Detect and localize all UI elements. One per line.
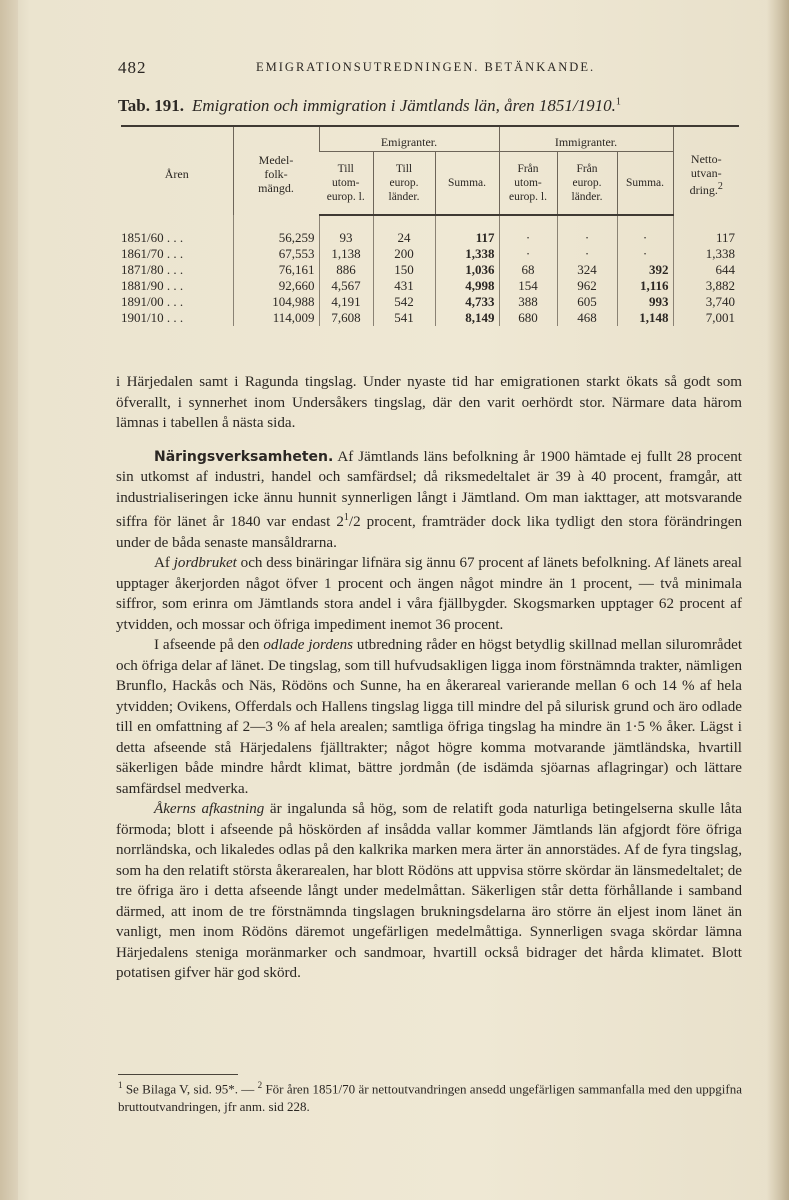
running-title: EMIGRATIONSUTREDNINGEN. BETÄNKANDE.: [256, 60, 596, 74]
footnote-ref: 1: [615, 96, 621, 108]
cell-imm-eur: 962: [557, 278, 617, 294]
table-row: [121, 262, 739, 278]
table-caption: [118, 96, 758, 116]
page-gutter: [0, 0, 18, 1200]
cell-emi-out: 4,567: [319, 278, 373, 294]
cell-emi-sum: 8,149: [435, 310, 499, 326]
cell-emi-sum: 1,036: [435, 262, 499, 278]
cell-imm-out: ·: [499, 246, 557, 262]
header-years: Åren: [121, 126, 233, 215]
header-emi-non-european: Till utom- europ. l.: [319, 152, 373, 216]
table-row: [121, 310, 739, 326]
body-text: [116, 372, 742, 984]
cell-emi-sum: 117: [435, 215, 499, 246]
cell-emi-out: 4,191: [319, 294, 373, 310]
cell-years: 1871/80 . . .: [121, 262, 184, 277]
paragraph: Näringsverksamheten. Af Jämtlands läns befolkning år 1900 hämtade ej fullt 28 procent sin utkomst af industri, handel och samfärdsel; då riksmedeltalet är 39 à 40 procent, framgår, att industrialiseringen icke ännu hunnit synnerligen långt i Jämtland. Om man iakttager, att motsvarande siffra för länet år 1840 var endast $2^1/2$ procent, framträder dock lika tydligt den stora förändringen under de båda senaste mansåldrarna.: [116, 448, 742, 551]
cell-population: 67,553: [233, 246, 319, 262]
cell-emi-eur: 150: [373, 262, 435, 278]
cell-imm-out: 680: [499, 310, 557, 326]
header-population: Medel- folk- mängd.: [233, 126, 319, 215]
header-net-emigration: Netto- utvan- dring.$^2$: [673, 126, 739, 215]
cell-emi-eur: 541: [373, 310, 435, 326]
cell-imm-sum: 1,148: [617, 310, 673, 326]
cell-net: 644: [673, 262, 739, 278]
footnote: $^1$ Se Bilaga V, sid. 95*. — $^2$ För åren 1851/70 är nettoutvandringen ansedd ungefärligen sammanfalla med den uppgifna bruttoutvandringen, jfr anm. sid 228.: [118, 1080, 743, 1115]
section-heading: Näringsverksamheten.: [154, 448, 334, 465]
cell-imm-out: 68: [499, 262, 557, 278]
cell-imm-eur: ·: [557, 215, 617, 246]
table-label: Tab. 191.: [118, 96, 184, 115]
cell-imm-out: ·: [499, 215, 557, 246]
footnote-rule: [118, 1074, 238, 1075]
paragraph: Åkerns afkastning är ingalunda så hög, som de relatift goda naturliga betingelserna skulle låta förmoda; blott i afseende på höskörden af insådda vallar kommer Jämtlands län afgjordt före öfriga norrländska, och likaledes odlas på den kalkrika marken mera ärter än annorstädes. Af de fyra tingslag, som ha den relatift största åkerarealen, har blott Rödöns att uppvisa större skördar än länsmedeltalet; de tre öfriga äro i detta afseende långt under medelmåttan. Säkerligen står detta förhållande i samband därmed, att inom de tre förstnämnda tingslagen brukningsdelarna äro större än eljest inom länet än vanligt, men inom Rödöns däremot ungefärligen medelmåttiga. Synnerligen svaga skördar lämna Härjedalens steniga moränmarker och sandmoar, hvartill också bidrager det hårda klimatet. Blott potatisen gifver här god skörd.: [116, 801, 742, 982]
header-emi-sum: Summa.: [435, 152, 499, 216]
header-emi-european: Till europ. länder.: [373, 152, 435, 216]
cell-emi-eur: 24: [373, 215, 435, 246]
cell-years: 1891/00 . . .: [121, 294, 184, 309]
cell-emi-out: 886: [319, 262, 373, 278]
cell-emi-out: 1,138: [319, 246, 373, 262]
cell-population: 114,009: [233, 310, 319, 326]
cell-net: 7,001: [673, 310, 739, 326]
header-imm-european: Från europ. länder.: [557, 152, 617, 216]
cell-imm-eur: 468: [557, 310, 617, 326]
cell-imm-sum: 993: [617, 294, 673, 310]
cell-population: 76,161: [233, 262, 319, 278]
table-row: [121, 215, 739, 246]
cell-imm-sum: 392: [617, 262, 673, 278]
table-title: Emigration och immigration i Jämtlands län, åren 1851/1910.: [191, 96, 616, 115]
cell-emi-sum: 4,998: [435, 278, 499, 294]
cell-imm-eur: 605: [557, 294, 617, 310]
cell-imm-out: 154: [499, 278, 557, 294]
cell-net: 1,338: [673, 246, 739, 262]
cell-imm-sum: ·: [617, 246, 673, 262]
cell-imm-eur: 324: [557, 262, 617, 278]
cell-net: 3,740: [673, 294, 739, 310]
cell-emi-eur: 200: [373, 246, 435, 262]
cell-imm-sum: 1,116: [617, 278, 673, 294]
cell-emi-eur: 542: [373, 294, 435, 310]
table-row: [121, 246, 739, 262]
header-imm-non-european: Från utom- europ. l.: [499, 152, 557, 216]
header-immigrants: Immigranter.: [499, 126, 673, 152]
cell-population: 56,259: [233, 215, 319, 246]
paragraph: i Härjedalen samt i Ragunda tingslag. Under nyaste tid har emigrationen starkt ökats så godt som öfverallt, i synnerhet inom Undersåkers tingslag, där den varit oerhördt stor. Närmare data härom lämnas i tabellen å nästa sida.: [116, 374, 742, 431]
cell-imm-out: 388: [499, 294, 557, 310]
cell-population: 104,988: [233, 294, 319, 310]
header-imm-sum: Summa.: [617, 152, 673, 216]
table-row: [121, 294, 739, 310]
paragraph: Af jordbruket och dess binäringar lifnära sig ännu 67 procent af länets befolkning. Af länets areal upptager åkerjorden något öfver 1 procent och ängen något mindre än 1 procent, — två minimala siffror, som erinra om Jämtlands stora andel i våra fjällbygder. Skogsmarken upptager 62 procent af ytvidden, och mossar och öfriga impediment inemot 36 procent.: [116, 555, 742, 633]
cell-years: 1901/10 . . .: [121, 310, 184, 325]
cell-population: 92,660: [233, 278, 319, 294]
cell-emi-out: 7,608: [319, 310, 373, 326]
cell-imm-sum: ·: [617, 215, 673, 246]
cell-emi-sum: 1,338: [435, 246, 499, 262]
emigration-table: [121, 125, 739, 326]
cell-imm-eur: ·: [557, 246, 617, 262]
cell-net: 117: [673, 215, 739, 246]
page-number: 482: [118, 58, 147, 77]
table-row: [121, 278, 739, 294]
cell-emi-out: 93: [319, 215, 373, 246]
cell-years: 1881/90 . . .: [121, 278, 184, 293]
cell-emi-sum: 4,733: [435, 294, 499, 310]
cell-emi-eur: 431: [373, 278, 435, 294]
paragraph: I afseende på den odlade jordens utbredning råder en högst betydlig skillnad mellan silurområdet och öfriga delar af länet. De tingslag, som till hufvudsakligen ligga inom förstnämnda trakter, nämligen Brunflo, Hackås och Näs, Rödöns och Sunne, ha en åkerareal varierande mellan 6 och 14 % af hela ytvidden; Ovikens, Offerdals och Hallens tingslag ligga till mindre del på silurisk grund och äro odlade till en omfattning af 2—3 % af hela arealen; samtliga öfriga tingslag ha mindre än 1·5 % åker. Lägst i detta afseende stå Härjedalens fjälltrakter; något högre komma motvarande jämtländska, hvartill säkerligen både mindre hårdt klimat, bättre jordmån (de isdämda sjöarnas aflagringar) och lättare samfärdsel medverka.: [116, 637, 743, 797]
cell-years: 1861/70 . . .: [121, 246, 184, 261]
cell-net: 3,882: [673, 278, 739, 294]
header-emigrants: Emigranter.: [319, 126, 499, 152]
page-edge: [767, 0, 789, 1200]
cell-years: 1851/60 . . .: [121, 229, 184, 245]
